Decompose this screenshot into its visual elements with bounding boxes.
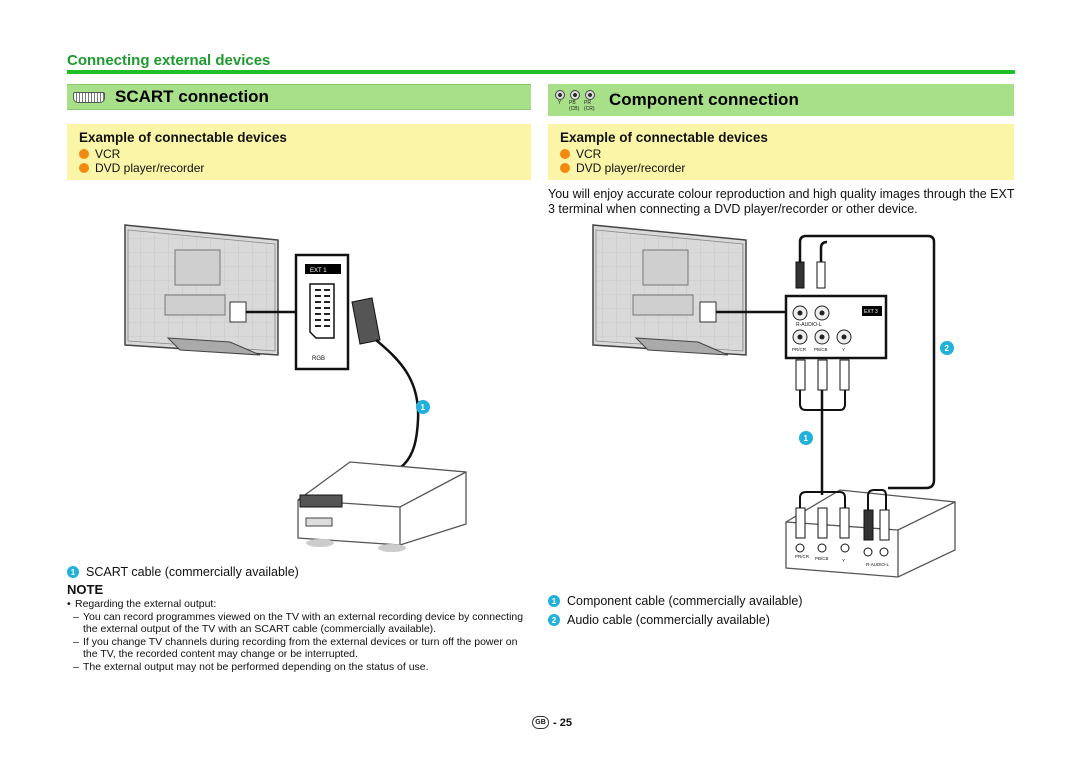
svg-text:PB/CB: PB/CB <box>815 556 829 561</box>
note-bullet: • Regarding the external output: <box>67 598 529 611</box>
component-cable-caption: 1 Component cable (commercially available) <box>548 594 803 608</box>
list-item: VCR <box>558 147 1004 161</box>
svg-text:2: 2 <box>944 344 949 353</box>
svg-text:R-AUDIO-L: R-AUDIO-L <box>796 322 822 328</box>
list-item: DVD player/recorder <box>558 161 1004 175</box>
section-title: Connecting external devices <box>67 52 271 69</box>
callout-number-icon: 1 <box>67 566 79 578</box>
scart-cable-caption: 1 SCART cable (commercially available) <box>67 565 299 579</box>
ext3-label: EXT 3 <box>864 309 878 315</box>
callout-number-icon: 1 <box>548 595 560 607</box>
scart-examples-title: Example of connectable devices <box>79 130 287 145</box>
svg-text:Y: Y <box>842 347 846 352</box>
page-number: GB - 25 <box>532 716 572 729</box>
audio-plug-white-icon <box>817 262 825 288</box>
note-item: – If you change TV channels during recording from the external devices or turn off the power on the TV, the recorded content may change or be interrupted. <box>67 636 529 661</box>
component-heading: Component connection <box>609 90 799 109</box>
svg-text:R-AUDIO-L: R-AUDIO-L <box>866 562 890 567</box>
svg-text:PR/CR: PR/CR <box>795 554 810 559</box>
callout-number-icon: 2 <box>548 614 560 626</box>
component-jacks-icon: Y PB (CB) PR (CR) <box>554 90 595 112</box>
scart-plug-icon <box>352 298 380 344</box>
ext1-label: EXT 1 <box>310 268 327 274</box>
recorder-device-left <box>298 462 466 552</box>
gb-language-badge: GB <box>532 716 549 729</box>
note-list <box>67 598 529 673</box>
component-examples-title: Example of connectable devices <box>560 130 768 145</box>
audio-plug-red-icon <box>796 262 804 288</box>
note-item: – The external output may not be performed depending on the status of use. <box>67 661 529 674</box>
svg-text:PB/CB: PB/CB <box>814 347 828 352</box>
tv-back-illustration-left <box>125 225 278 355</box>
audio-cable-caption: 2 Audio cable (commercially available) <box>548 613 770 627</box>
rgb-label: RGB <box>312 356 326 362</box>
list-item: VCR <box>77 147 521 161</box>
tv-back-illustration-right <box>593 225 746 355</box>
component-plug-pb-icon <box>818 360 827 390</box>
note-item: – You can record programmes viewed on the TV with an external recording device by connecting the external output of the TV with an SCART cable (commercially available). <box>67 611 529 636</box>
list-item: DVD player/recorder <box>77 161 521 175</box>
note-title: NOTE <box>67 582 104 597</box>
svg-text:1: 1 <box>420 403 425 412</box>
component-plug-pr-icon <box>796 360 805 390</box>
svg-text:1: 1 <box>803 434 808 443</box>
svg-text:PR/CR: PR/CR <box>792 347 807 352</box>
component-intro-text: You will enjoy accurate colour reproduction and high quality images through the EXT 3 terminal when connecting a DVD player/recorder or other device. <box>548 187 1015 216</box>
svg-text:Y: Y <box>842 558 846 563</box>
scart-heading: SCART connection <box>115 87 269 106</box>
scart-socket-icon <box>310 284 334 338</box>
component-plug-y-icon <box>840 360 849 390</box>
